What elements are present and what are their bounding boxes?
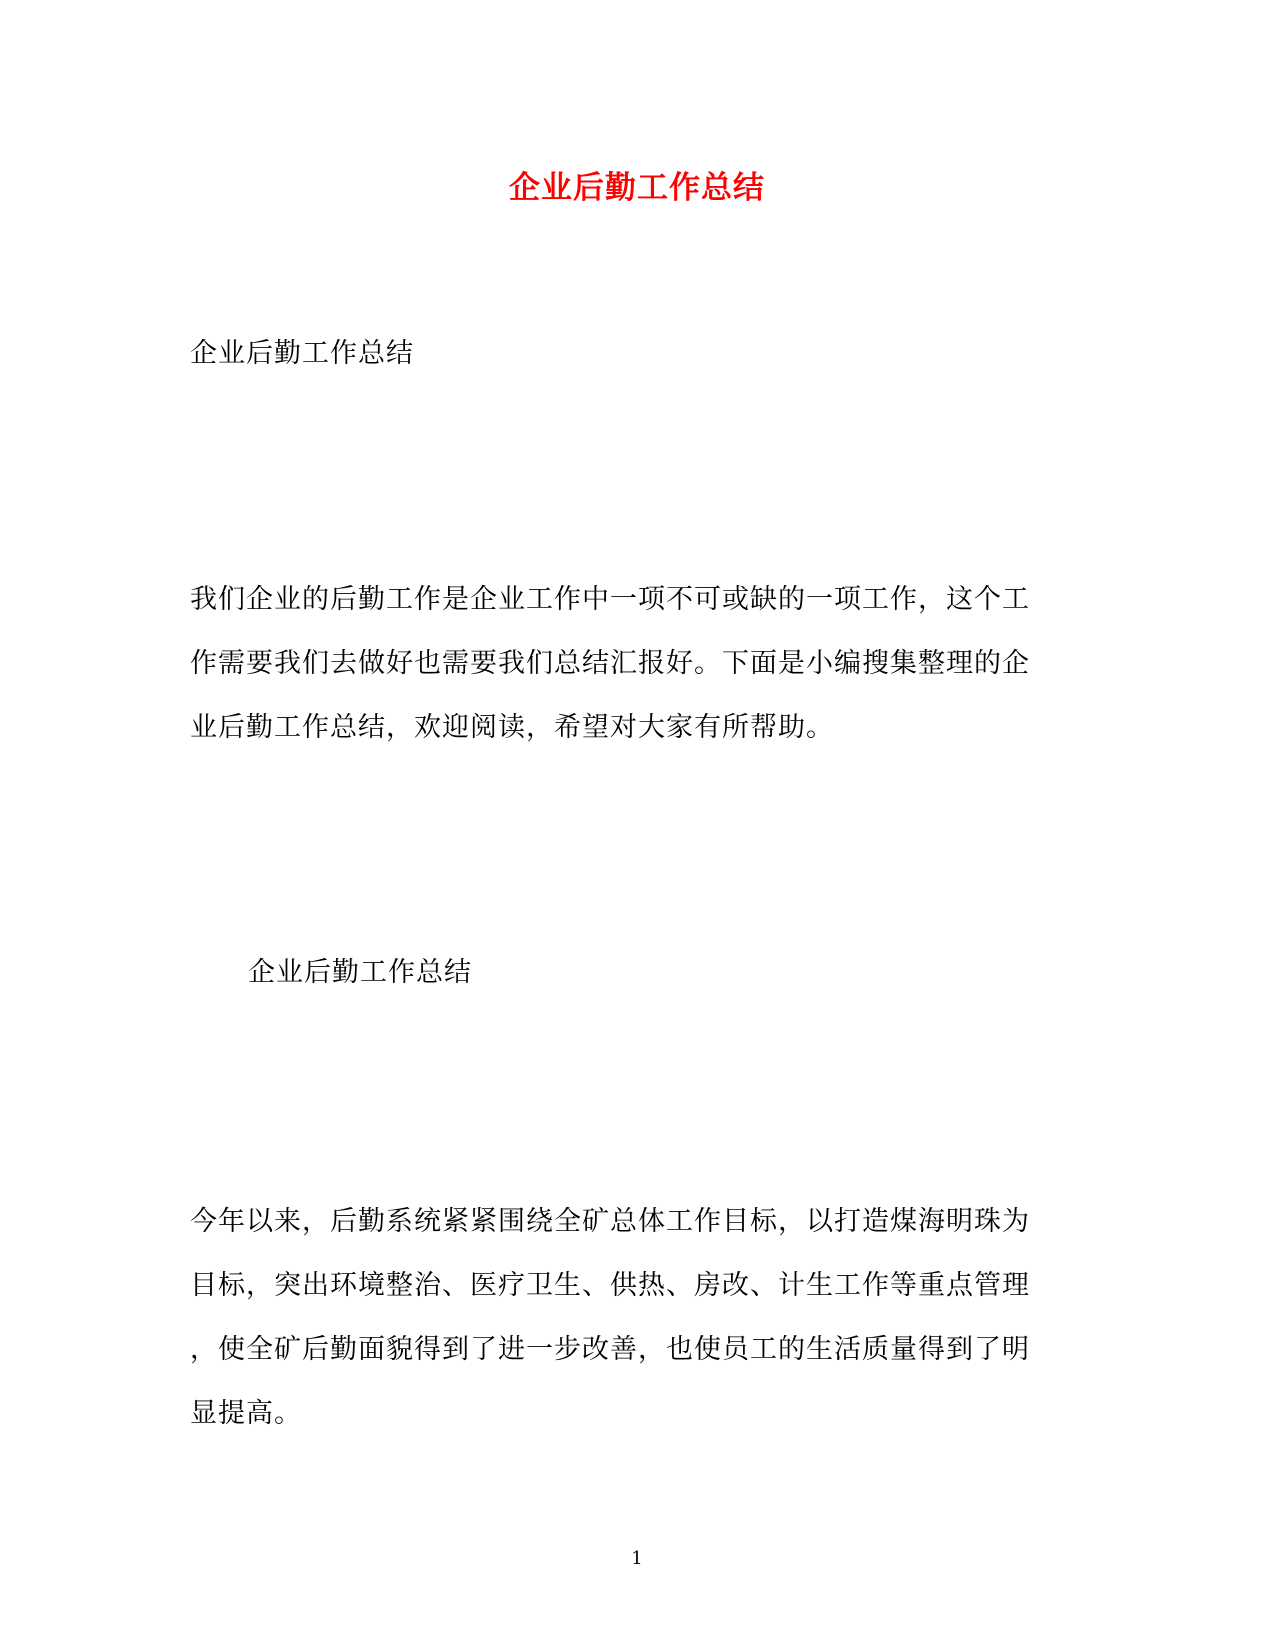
body-line: ，使全矿后勤面貌得到了进一步改善，也使员工的生活质量得到了明	[190, 1334, 1030, 1365]
intro-line: 业后勤工作总结，欢迎阅读，希望对大家有所帮助。	[190, 712, 834, 743]
section-heading-text: 企业后勤工作总结	[190, 338, 414, 369]
body-paragraph	[190, 1190, 1070, 1446]
page-number: 1	[631, 1548, 643, 1569]
section-heading	[190, 322, 1070, 386]
body-line: 目标，突出环境整治、医疗卫生、供热、房改、计生工作等重点管理	[190, 1270, 1030, 1301]
document-title: 企业后勤工作总结	[509, 170, 765, 206]
intro-paragraph	[190, 568, 1070, 760]
body-line: 显提高。	[190, 1398, 302, 1429]
body-line: 今年以来，后勤系统紧紧围绕全矿总体工作目标，以打造煤海明珠为	[190, 1206, 1030, 1237]
intro-line: 我们企业的后勤工作是企业工作中一项不可或缺的一项工作，这个工	[190, 584, 1030, 615]
subheading-text: 企业后勤工作总结	[248, 957, 472, 988]
subheading	[248, 941, 1128, 1005]
intro-line: 作需要我们去做好也需要我们总结汇报好。下面是小编搜集整理的企	[190, 648, 1030, 679]
